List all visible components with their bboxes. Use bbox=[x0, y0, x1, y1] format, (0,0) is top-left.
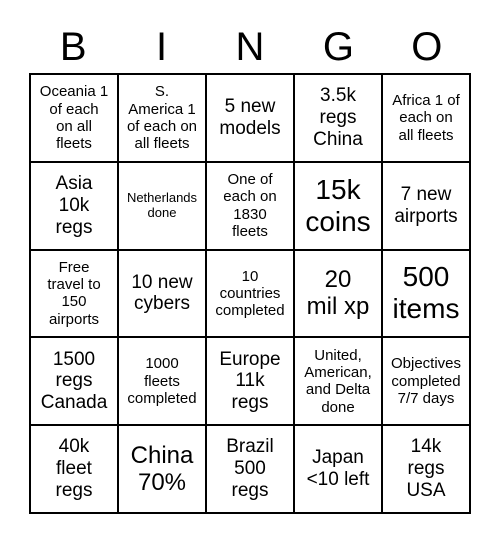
bingo-cell[interactable] bbox=[294, 74, 382, 162]
bingo-cell[interactable] bbox=[382, 337, 470, 425]
header-letter-g: G bbox=[322, 25, 354, 69]
bingo-cell[interactable] bbox=[30, 74, 118, 162]
cell-text: Objectives completed 7/7 days bbox=[390, 355, 462, 407]
cell-text: 7 new airports bbox=[394, 183, 458, 227]
cell-text: 40k fleet regs bbox=[55, 436, 93, 502]
header-letter-b: B bbox=[59, 25, 87, 69]
bingo-cell[interactable] bbox=[382, 74, 470, 162]
cell-text: United, American, and Delta done bbox=[304, 346, 372, 416]
bingo-cell[interactable] bbox=[206, 162, 294, 250]
cell-text: 10 countries completed bbox=[215, 267, 285, 320]
header-letter-o: O bbox=[411, 25, 443, 69]
cell-text: Free travel to 150 airports bbox=[47, 258, 101, 328]
cell-text: 1500 regs Canada bbox=[40, 348, 108, 414]
bingo-cell[interactable] bbox=[30, 250, 118, 338]
bingo-cell[interactable] bbox=[294, 162, 382, 250]
bingo-cell[interactable] bbox=[206, 250, 294, 338]
cell-text: China 70% bbox=[130, 441, 194, 497]
bingo-cell[interactable] bbox=[294, 337, 382, 425]
bingo-cell[interactable] bbox=[206, 337, 294, 425]
bingo-cell[interactable] bbox=[118, 425, 206, 513]
bingo-cell[interactable] bbox=[382, 425, 470, 513]
bingo-cell[interactable] bbox=[206, 425, 294, 513]
bingo-cell[interactable] bbox=[118, 162, 206, 250]
cell-text: 3.5k regs China bbox=[313, 85, 363, 150]
bingo-cell[interactable] bbox=[206, 74, 294, 162]
bingo-cell[interactable] bbox=[294, 425, 382, 513]
bingo-cell[interactable] bbox=[118, 74, 206, 162]
bingo-board bbox=[29, 73, 471, 514]
bingo-cell[interactable] bbox=[382, 162, 470, 250]
cell-text: 1000 fleets completed bbox=[127, 355, 197, 407]
cell-text: Netherlands done bbox=[126, 189, 198, 220]
bingo-cell[interactable] bbox=[118, 337, 206, 425]
cell-text: Africa 1 of each on all fleets bbox=[392, 92, 460, 144]
cell-text: 14k regs USA bbox=[406, 436, 446, 502]
bingo-header bbox=[29, 22, 471, 72]
bingo-cell[interactable] bbox=[382, 250, 470, 338]
bingo-cell[interactable] bbox=[118, 250, 206, 338]
header-letter-n: N bbox=[235, 25, 265, 69]
cell-text: Brazil 500 regs bbox=[226, 436, 274, 502]
cell-text: Asia 10k regs bbox=[55, 172, 93, 238]
cell-text: S. America 1 of each on all fleets bbox=[126, 83, 198, 153]
bingo-cell[interactable] bbox=[30, 162, 118, 250]
cell-text: 10 new cybers bbox=[131, 271, 193, 315]
bingo-cell[interactable] bbox=[30, 425, 118, 513]
cell-text: Japan <10 left bbox=[306, 447, 370, 491]
cell-text: 5 new models bbox=[219, 96, 281, 139]
cell-text: 20 mil xp bbox=[306, 265, 370, 321]
header-letter-i: I bbox=[156, 25, 168, 69]
bingo-cell[interactable] bbox=[294, 250, 382, 338]
cell-text: Oceania 1 of each on all fleets bbox=[39, 83, 109, 153]
cell-text: 500 items bbox=[392, 261, 460, 325]
cell-text: Europe 11k regs bbox=[219, 348, 281, 414]
cell-text: One of each on 1830 fleets bbox=[223, 171, 277, 240]
cell-text: 15k coins bbox=[305, 173, 371, 237]
bingo-cell[interactable] bbox=[30, 337, 118, 425]
